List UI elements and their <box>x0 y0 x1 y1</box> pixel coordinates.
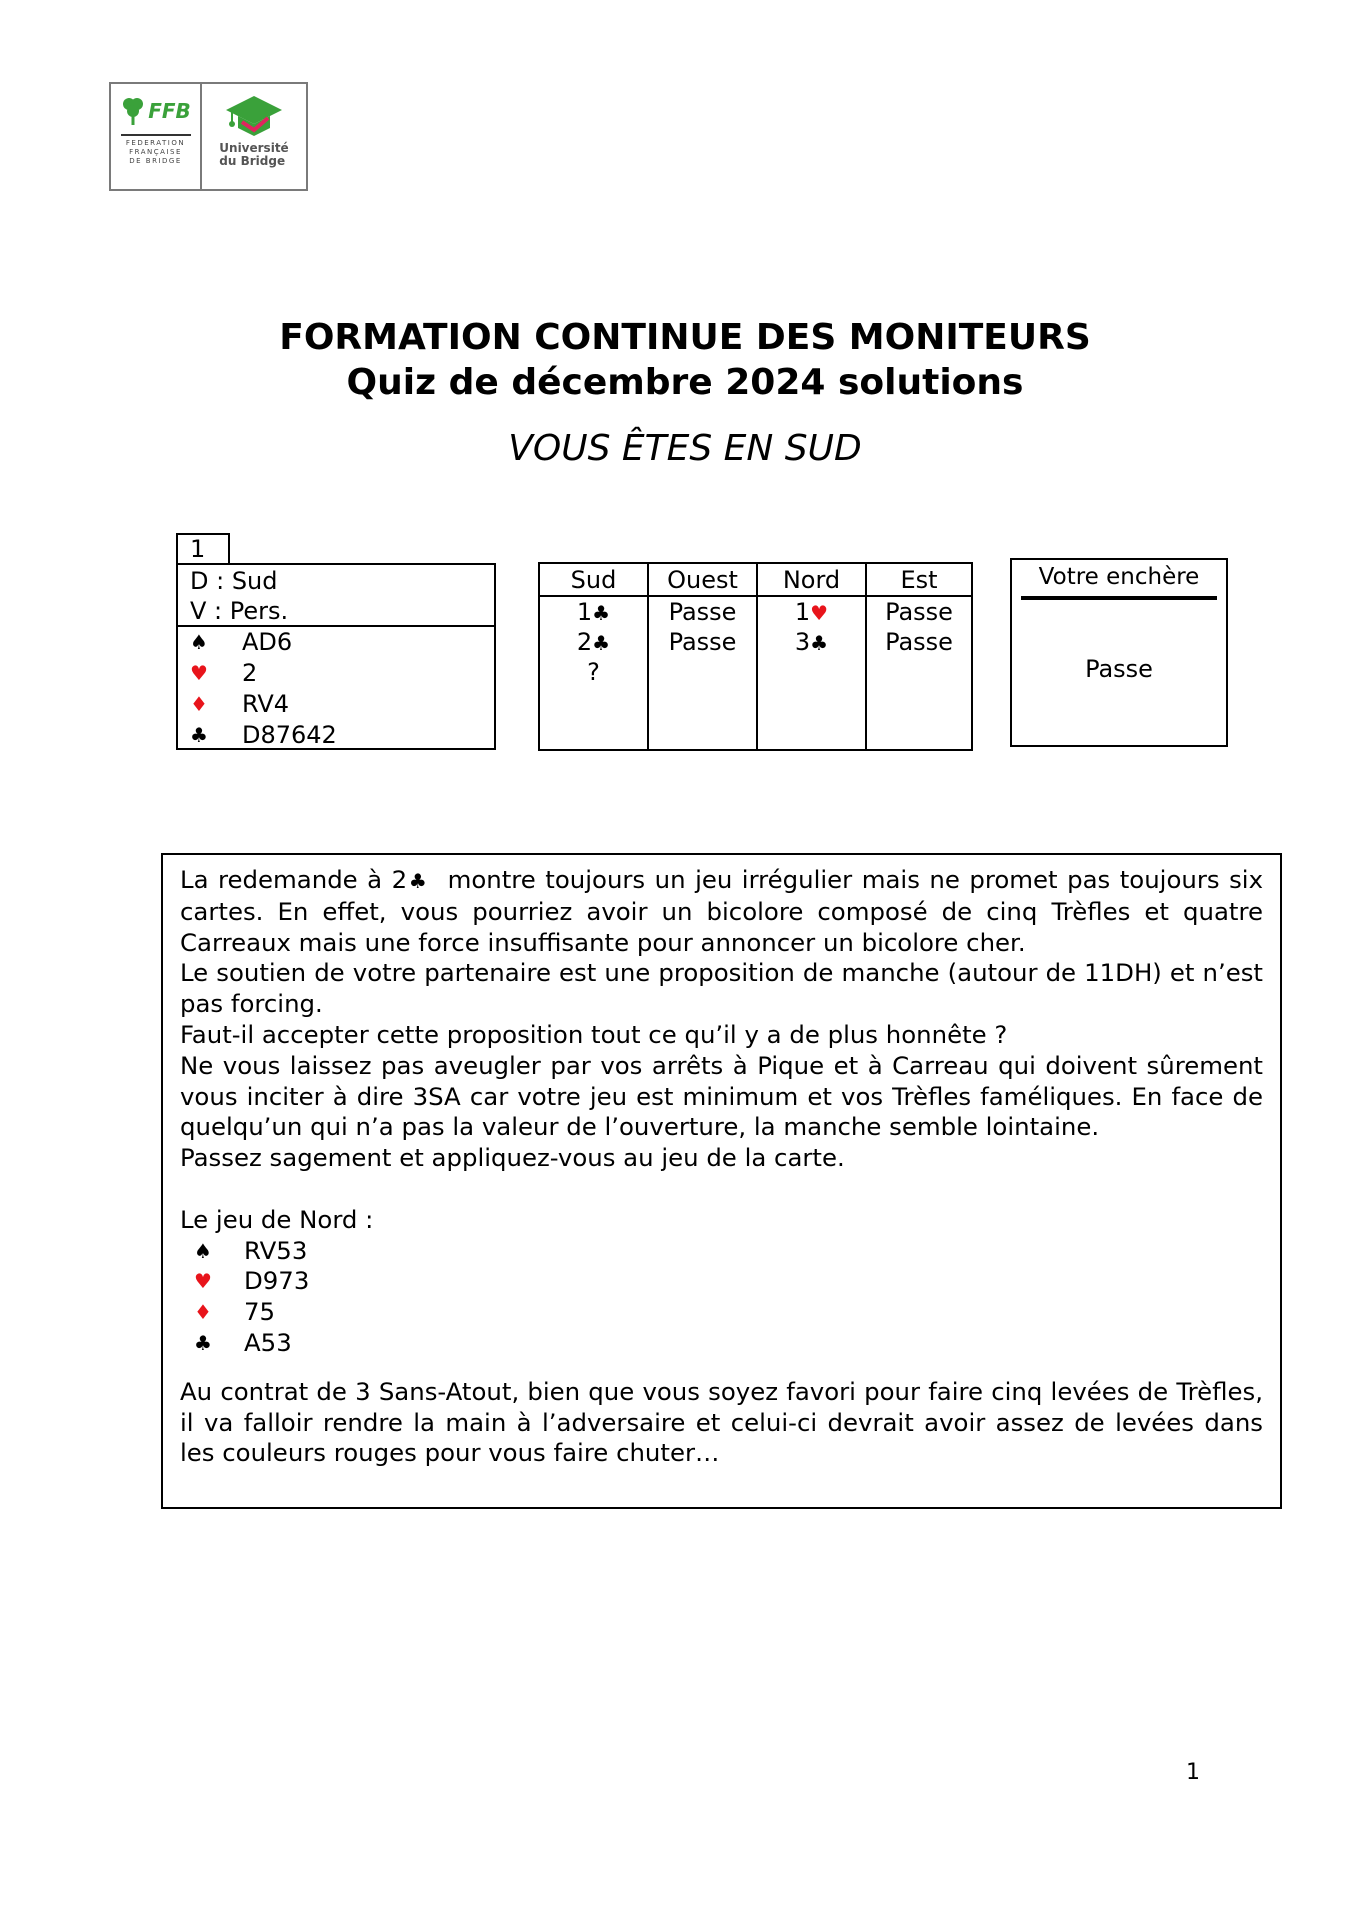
bid-cell <box>795 597 828 627</box>
bid-level: 2 <box>576 628 593 656</box>
club-icon: ♣ <box>592 601 611 625</box>
position-heading: VOUS ÊTES EN SUD <box>508 428 862 469</box>
logo <box>109 82 308 191</box>
north-row-clubs <box>180 1328 1263 1359</box>
card-row-hearts <box>190 658 494 689</box>
bid-column-ouest <box>649 564 758 749</box>
dealer: D : Sud <box>190 567 278 595</box>
spacer <box>180 1359 1263 1377</box>
card-row-spades <box>190 627 494 658</box>
north-hand-title: Le jeu de Nord : <box>180 1204 374 1234</box>
club-icon: ♣ <box>407 869 429 893</box>
bid-cell <box>577 597 610 627</box>
heart-icon: ♥ <box>810 601 829 625</box>
card-row-diamonds <box>190 689 494 720</box>
club-cards: D87642 <box>242 721 337 749</box>
answer-title: Votre enchère <box>1038 564 1200 590</box>
bid-column-sud <box>540 564 649 749</box>
ffb-sub-line: FEDERATION <box>125 139 186 147</box>
north-heart-cards: D973 <box>244 1266 310 1296</box>
bid-header: Ouest <box>649 564 756 597</box>
north-row-diamonds <box>180 1297 1263 1328</box>
bid-cell: Passe <box>668 598 737 626</box>
ffb-sub-line: DE BRIDGE <box>129 157 182 165</box>
spade-icon: ♠ <box>194 1238 212 1263</box>
spade-cards: AD6 <box>242 628 293 656</box>
hand-cards <box>178 627 494 751</box>
bid-level: ? <box>587 658 600 686</box>
text-span: La redemande à 2 <box>180 865 408 894</box>
graduation-cap-icon <box>224 94 284 138</box>
club-icon: ♣ <box>592 631 611 655</box>
bid-header: Est <box>867 564 971 597</box>
bidding-table <box>538 562 973 751</box>
universite-logo <box>202 84 306 189</box>
universite-wordmark <box>219 142 288 168</box>
club-icon: ♣ <box>194 1330 212 1355</box>
bid-level: 1 <box>794 598 811 626</box>
explanation-paragraph: Ne vous laissez pas aveugler par vos arrêts à Pique et à Carreau qui doivent sûrement vous inciter à dire 3SA car votre jeu est minimum et vos Trèfles faméliques. En face de quelqu’un qui n’a pas la valeur de l’ouverture, la manche semble lointaine. <box>180 1050 1263 1142</box>
universite-line: Université <box>219 141 289 155</box>
answer-divider <box>1021 596 1217 600</box>
north-diamond-cards: 75 <box>244 1297 276 1327</box>
club-icon: ♣ <box>190 723 208 747</box>
answer-box <box>1010 558 1228 747</box>
spade-icon: ♠ <box>190 630 208 654</box>
ffb-subtitle <box>121 134 191 166</box>
diamond-cards: RV4 <box>242 690 290 718</box>
bid-cell <box>577 627 610 657</box>
answer-value: Passe <box>1085 655 1153 683</box>
ffb-mark <box>120 96 191 126</box>
bid-cell <box>587 657 600 687</box>
clover-tree-icon <box>120 96 146 126</box>
ffb-sub-line: FRANÇAISE <box>129 148 182 156</box>
bid-cell: Passe <box>668 628 737 656</box>
heart-icon: ♥ <box>194 1269 212 1294</box>
north-row-spades <box>180 1236 1263 1267</box>
north-spade-cards: RV53 <box>244 1235 308 1265</box>
vulnerability: V : Pers. <box>190 597 289 625</box>
north-club-cards: A53 <box>244 1327 292 1357</box>
diamond-icon: ♦ <box>194 1300 212 1325</box>
text-span: montre toujours un jeu irrégulier mais ne promet pas toujours six cartes. En effet, vous pourriez avoir un bicolore composé de cinq Trèfles et quatre Carreaux mais une force insuffisante pour annoncer un bicolore cher. <box>180 865 1271 957</box>
bid-level: 3 <box>794 628 811 656</box>
hand-number: 1 <box>176 533 230 564</box>
explanation-paragraph: Faut-il accepter cette proposition tout ce qu’il y a de plus honnête ? <box>180 1019 1008 1049</box>
ffb-wordmark: FFB <box>148 99 191 123</box>
bid-cell: Passe <box>885 628 953 656</box>
bid-level: 1 <box>576 598 593 626</box>
explanation-paragraph <box>180 865 1271 958</box>
hand-info <box>178 565 494 627</box>
heart-icon: ♥ <box>190 661 208 685</box>
north-row-hearts <box>180 1266 1263 1297</box>
bid-cell: Passe <box>885 598 953 626</box>
hand-box <box>176 563 496 750</box>
bid-cell <box>795 627 828 657</box>
ffb-logo <box>111 84 202 189</box>
universite-line: du Bridge <box>219 154 286 168</box>
bid-column-nord <box>758 564 867 749</box>
explanation-box <box>161 853 1282 1509</box>
explanation-paragraph: Passez sagement et appliquez-vous au jeu de la carte. <box>180 1143 845 1173</box>
spacer <box>180 1174 1263 1205</box>
page-subtitle: Quiz de décembre 2024 solutions <box>346 362 1024 403</box>
page-title: FORMATION CONTINUE DES MONITEURS <box>279 317 1091 358</box>
bid-header: Sud <box>540 564 647 597</box>
diamond-icon: ♦ <box>190 692 208 716</box>
bid-header: Nord <box>758 564 865 597</box>
explanation-paragraph: Le soutien de votre partenaire est une proposition de manche (autour de 11DH) et n’est pas forcing. <box>180 958 1263 1019</box>
club-icon: ♣ <box>810 631 829 655</box>
explanation-paragraph: Au contrat de 3 Sans-Atout, bien que vous soyez favori pour faire cinq levées de Trèfles, il va falloir rendre la main à l’adversaire et celui-ci devrait avoir assez de levées dans les couleurs rouges pour vous faire chuter… <box>180 1376 1263 1468</box>
page-number: 1 <box>1186 1760 1200 1785</box>
card-row-clubs <box>190 720 494 751</box>
bid-column-est <box>867 564 971 749</box>
heart-cards: 2 <box>242 659 258 687</box>
